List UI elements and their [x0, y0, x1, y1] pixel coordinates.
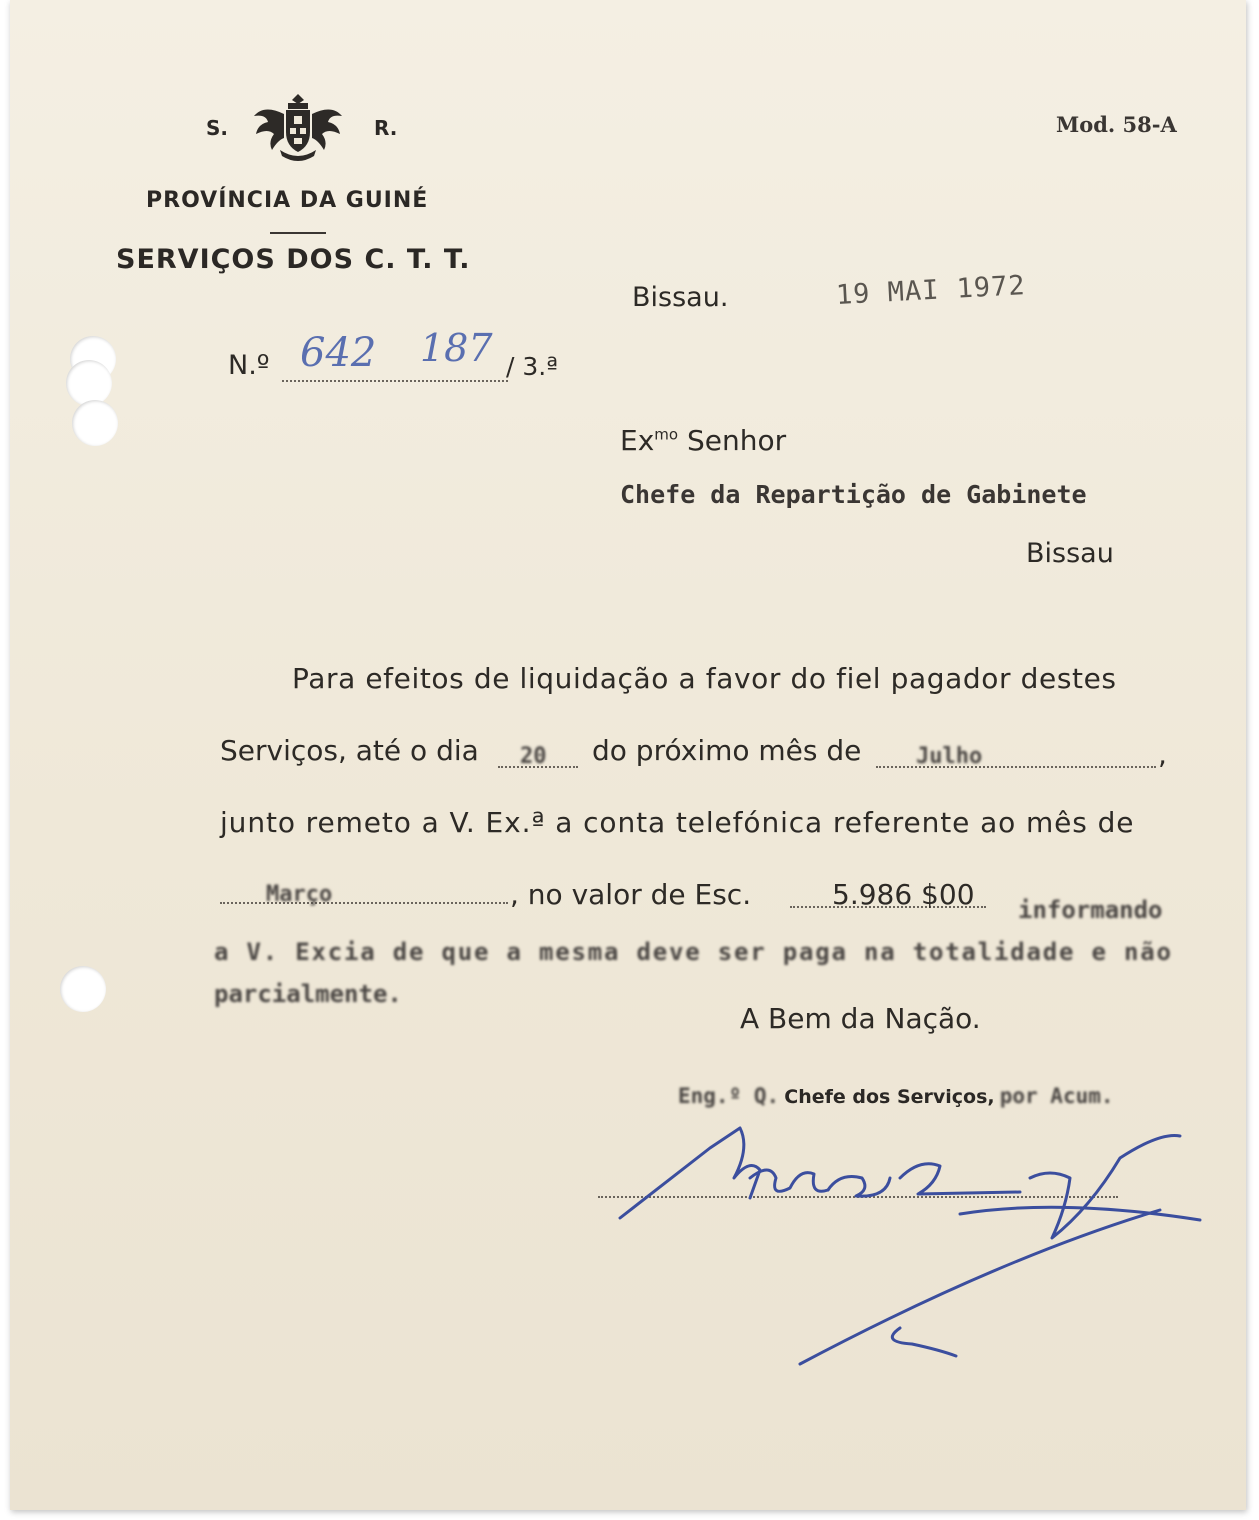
place-label: Bissau.: [632, 282, 729, 313]
body-line-1: Para efeitos de liquidação a favor do fiel pagador destes: [292, 662, 1117, 695]
punch-hole: [60, 966, 106, 1012]
body-line-5: a V. Excia de que a mesma deve ser paga na totalidade e não: [214, 938, 1173, 966]
body-line-2-a: Serviços, até o dia: [220, 734, 479, 767]
signature-suffix: por Acum.: [999, 1084, 1114, 1108]
billing-month: Março: [266, 882, 333, 907]
header-right-letter: R.: [374, 116, 398, 140]
body-line-4-a: , no valor de Esc.: [510, 878, 752, 911]
addressee-title: Chefe da Repartição de Gabinete: [620, 480, 1087, 509]
coat-of-arms-icon: [250, 90, 346, 164]
signature-title-line: [678, 1084, 1114, 1108]
body-line-4-typed: informando: [1018, 896, 1163, 924]
due-day: 20: [520, 744, 547, 769]
service-title: SERVIÇOS DOS C. T. T.: [116, 244, 471, 275]
reference-label: N.º: [228, 350, 270, 381]
body-line-2-b: do próximo mês de: [592, 734, 862, 767]
punch-hole: [66, 360, 112, 406]
punch-hole: [72, 400, 118, 446]
header-rule: [270, 232, 326, 234]
reference-series: 187: [420, 326, 493, 370]
form-code: Mod. 58-A: [1056, 112, 1177, 137]
signature-prefix: Eng.º Q.: [678, 1084, 780, 1108]
closing-formula: A Bem da Nação.: [740, 1002, 981, 1035]
header-left-letter: S.: [206, 116, 229, 140]
body-line-2-end: ,: [1158, 738, 1167, 771]
reference-number: 642: [300, 330, 377, 376]
body-line-6: parcialmente.: [214, 980, 402, 1008]
signature-title: Chefe dos Serviços,: [784, 1086, 995, 1108]
salutation-prefix: Ex: [620, 424, 655, 457]
salutation: [620, 424, 786, 457]
amount-value: 5.986 $00: [832, 878, 975, 911]
reference-suffix: / 3.ª: [506, 352, 559, 381]
due-month: Julho: [916, 744, 983, 769]
document-sheet: [10, 0, 1246, 1510]
salutation-superscript: mo: [654, 425, 679, 444]
handwritten-signature: [600, 1118, 1220, 1378]
body-line-3: junto remeto a V. Ex.ª a conta telefónica referente ao mês de: [220, 806, 1135, 839]
addressee-city: Bissau: [1026, 538, 1114, 569]
salutation-rest: Senhor: [678, 424, 787, 457]
date-stamp: 19 MAI 1972: [835, 270, 1027, 311]
province-title: PROVÍNCIA DA GUINÉ: [146, 188, 429, 213]
reference-dots: [282, 380, 508, 382]
billing-month-dots: [220, 902, 508, 904]
